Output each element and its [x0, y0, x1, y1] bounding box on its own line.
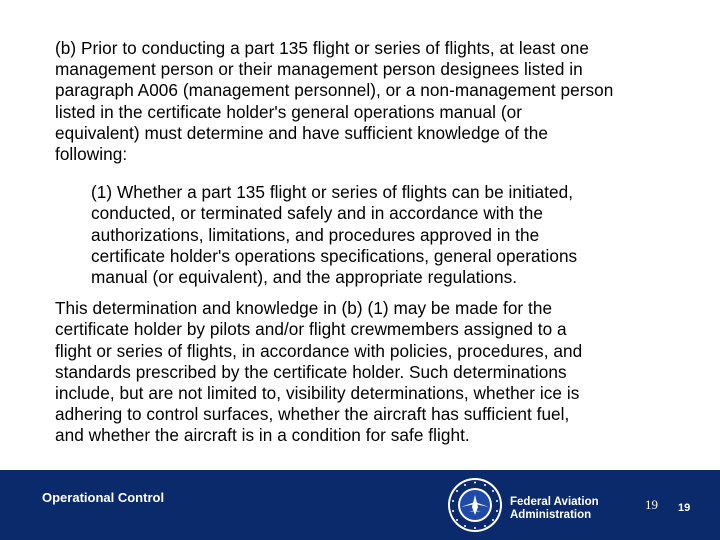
footer-title: Operational Control — [42, 490, 165, 505]
page-number-serif: 19 — [645, 497, 658, 512]
agency-line-1: Federal Aviation — [510, 496, 599, 508]
agency-line-2: Administration — [510, 509, 592, 521]
agency-name — [510, 496, 599, 522]
page-number: 19 — [678, 502, 691, 514]
paragraph-determination: This determination and knowledge in (b) (1) may be made for the certificate holder by pilots and/or flight crewmembers assigned to a flight or series of flights, in accordance with policies, procedures, and standards prescribed by the certificate holder. Such determinations include, but are not limited to, visibility determinations, whether ice is adhering to control surfaces, whether the aircraft has sufficient fuel, and whether the aircraft is in a condition for safe flight. — [55, 298, 583, 446]
faa-seal-icon — [447, 477, 503, 533]
paragraph-b: (b) Prior to conducting a part 135 flight or series of flights, at least one management person or their management person designees listed in paragraph A006 (management personnel), or a non-management person listed in the certificate holder's general operations manual (or equivalent) must determine and have sufficient knowledge of the following: — [55, 38, 614, 165]
paragraph-b1: (1) Whether a part 135 flight or series of flights can be initiated, conducted, or terminated safely and in accordance with the authorizations, limitations, and procedures approved in the certificate holder's operations specifications, general operations manual (or equivalent), and the appropriate regulations. — [91, 182, 578, 288]
slide-body — [55, 38, 685, 447]
footer-band — [0, 470, 720, 540]
